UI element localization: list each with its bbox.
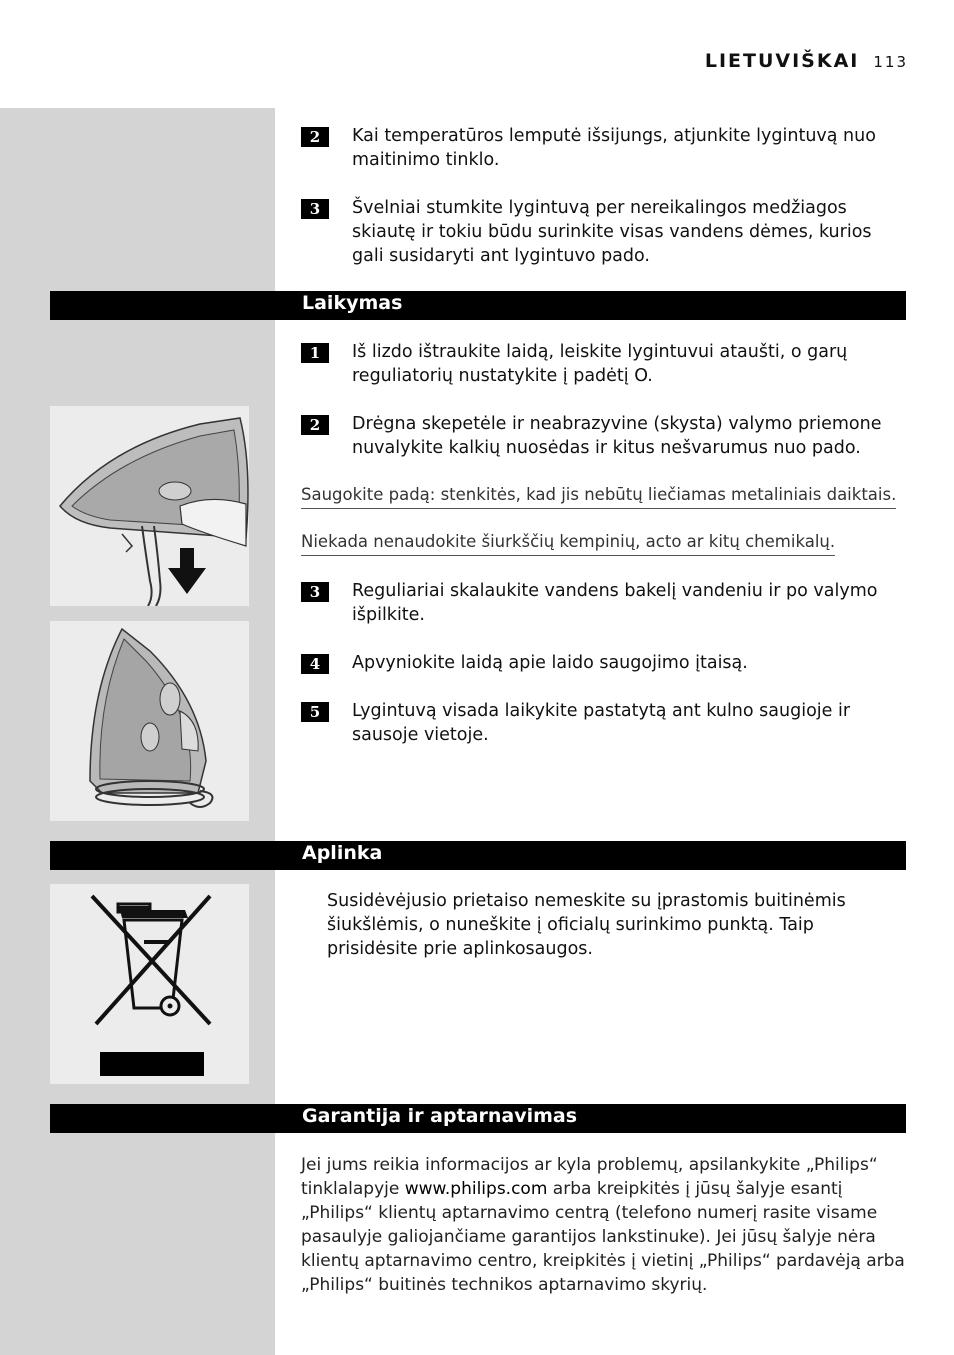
panel-pointer <box>223 583 249 607</box>
step-number: 3 <box>301 582 329 602</box>
warning-note: Niekada nenaudokite šiurkščių kempinių, acto ar kitų chemikalų. <box>301 531 835 556</box>
illustration-weee <box>50 884 249 1084</box>
section-bar-environment <box>50 841 906 870</box>
step-number: 1 <box>301 343 329 363</box>
intro-step-2 <box>301 124 906 172</box>
section-bar-guarantee <box>50 1104 906 1133</box>
storage-step-4 <box>301 651 906 675</box>
language-label: LIETUVIŠKAI <box>704 50 860 72</box>
step-text: Reguliariai skalaukite vandens bakelį vandeniu ir po valymo išpilkite. <box>352 581 878 625</box>
storage-step-2 <box>301 412 906 460</box>
philips-website-link[interactable]: www.philips.com <box>404 1179 548 1199</box>
panel-pointer <box>223 887 249 911</box>
environment-text: Susidėvėjusio prietaiso nemeskite su įprastomis buitinėmis šiukšlėmis, o nuneškite į oficialų surinkimo punktą. Taip prisidėsite prie aplinkosaugos. <box>327 891 846 959</box>
iron-stored-icon <box>50 621 249 821</box>
step-number: 3 <box>301 199 329 219</box>
storage-step-5 <box>301 699 906 747</box>
storage-step-3 <box>301 579 906 627</box>
step-number: 2 <box>301 415 329 435</box>
step-number: 5 <box>301 702 329 722</box>
step-text: Apvyniokite laidą apie laido saugojimo įtaisą. <box>352 653 748 673</box>
step-number: 2 <box>301 127 329 147</box>
crossed-bin-icon <box>50 884 249 1084</box>
step-text: Kai temperatūros lemputė išsijungs, atjunkite lygintuvą nuo maitinimo tinklo. <box>352 126 876 170</box>
section-bar-storage <box>50 291 906 320</box>
section-title: Laikymas <box>302 292 403 314</box>
section-title: Aplinka <box>302 842 383 864</box>
step-number: 4 <box>301 654 329 674</box>
step-text: Iš lizdo ištraukite laidą, leiskite lygintuvui ataušti, o garų reguliatorių nustatykite į padėtį O. <box>352 342 848 386</box>
step-text: Lygintuvą visada laikykite pastatytą ant kulno saugioje ir sausoje vietoje. <box>352 701 851 745</box>
step-text: Švelniai stumkite lygintuvą per nereikalingos medžiagos skiautę ir tokiu būdu surinkite visas vandens dėmes, kurios gali susidaryti ant lygintuvo pado. <box>352 198 872 266</box>
panel-pointer <box>223 650 249 674</box>
page-header <box>705 50 908 72</box>
section-title: Garantija ir aptarnavimas <box>302 1105 578 1127</box>
step-text: Drėgna skepetėle ir neabrazyvine (skysta) valymo priemone nuvalykite kalkių nuosėdas ir kitus nešvarumus nuo pado. <box>352 414 882 458</box>
guarantee-text-rest: arba kreipkitės į jūsų šalyje esantį „Philips“ klientų aptarnavimo centrą (telefono numerį rasite visame pasaulyje galiojančiame garantijos lankstinuke). Jei jūsų šalyje nėra klientų aptarnavimo centro, kreipkitės į vietinį „Philips“ pardavėją arba „Philips“ buitinės technikos aptarnavimo skyrių. <box>301 1179 905 1295</box>
iron-unplug-icon <box>50 406 249 606</box>
page-number: 113 <box>873 53 908 71</box>
illustration-iron-stored <box>50 621 249 821</box>
guarantee-text-intro: Jei jums reikia informacijos ar kyla problemų, apsilankykite „Philips“ tinklalapyje <box>301 1155 878 1199</box>
illustration-unplug-iron <box>50 406 249 606</box>
warning-note: Saugokite padą: stenkitės, kad jis nebūtų liečiamas metaliniais daiktais. <box>301 484 896 509</box>
storage-step-1 <box>301 340 906 388</box>
intro-step-3 <box>301 196 906 268</box>
guarantee-text <box>301 1153 906 1297</box>
